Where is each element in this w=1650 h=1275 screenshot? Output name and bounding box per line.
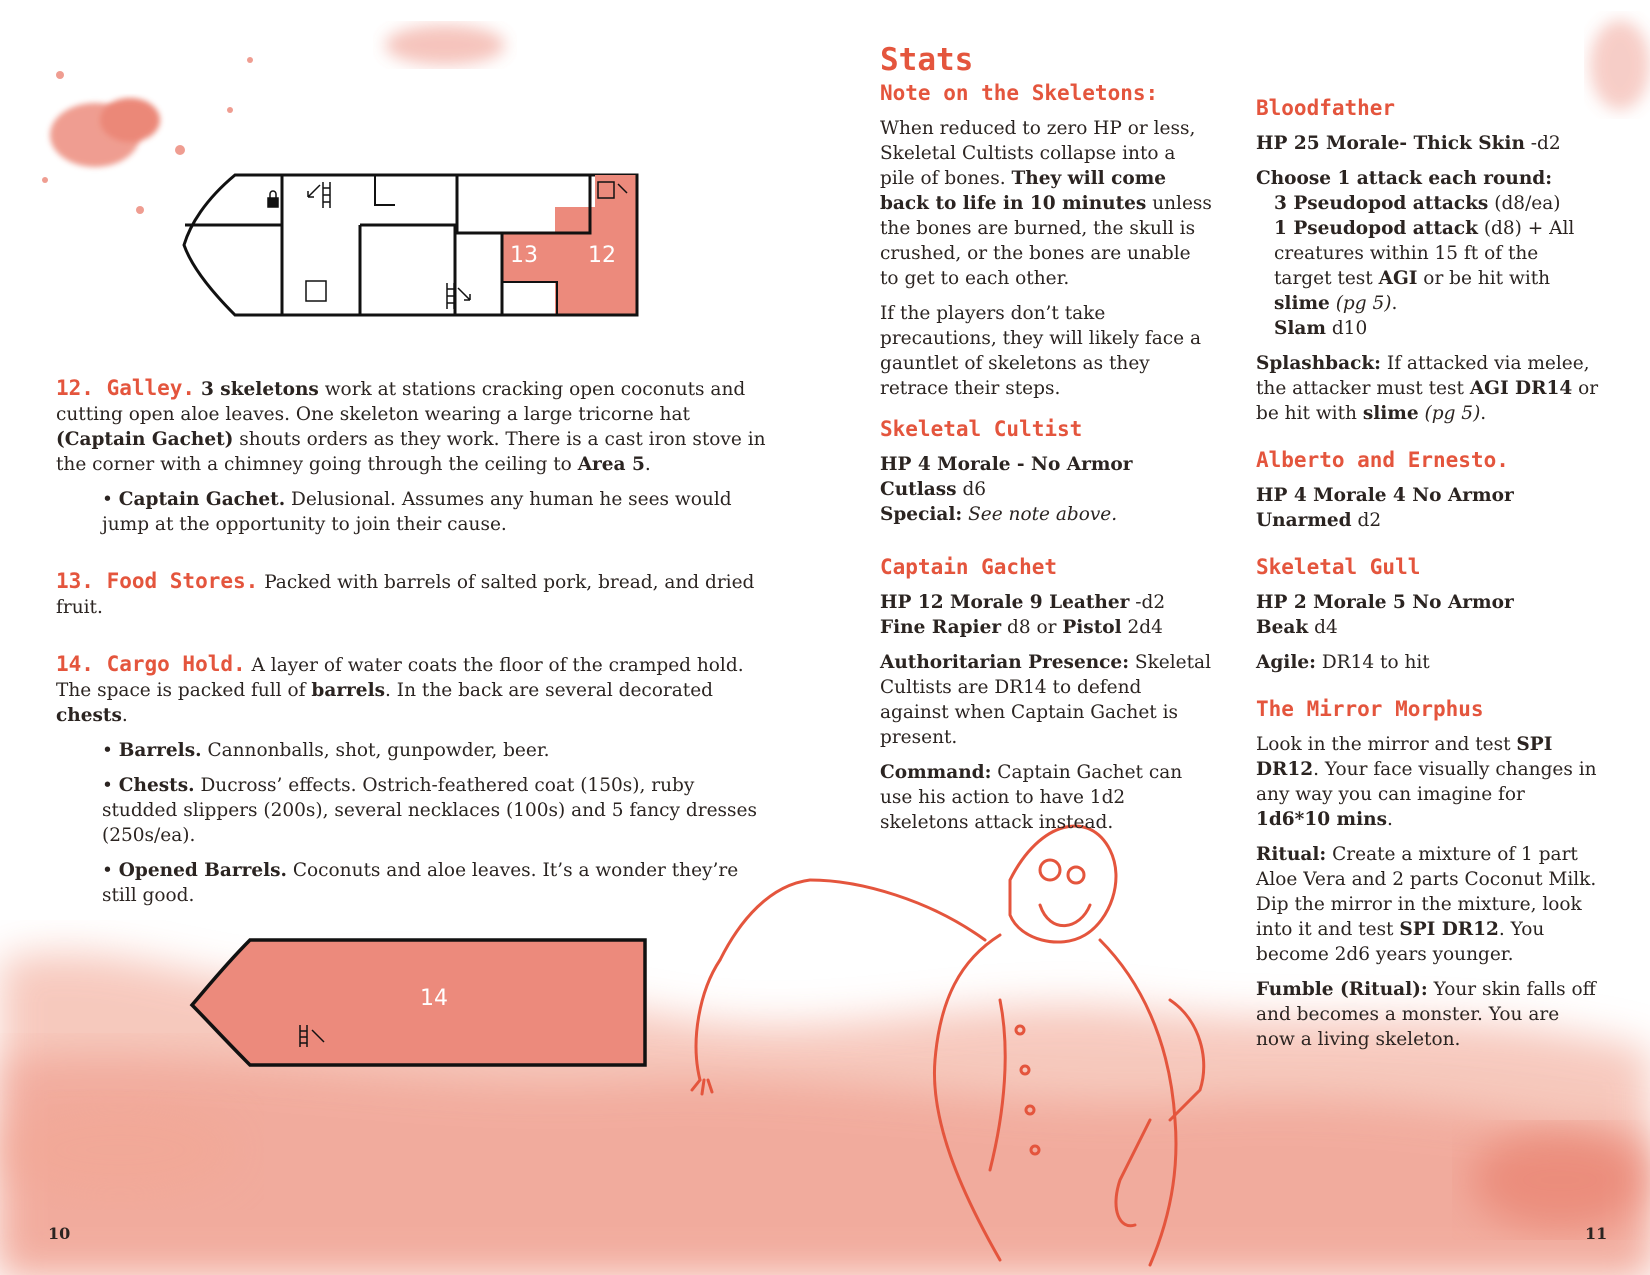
captain-gachet-heading: Captain Gachet [880,555,1058,579]
alberto-ernesto-stats: HP 4 Morale 4 No Armor Unarmed d2 [1256,485,1514,531]
area-14-heading: 14. Cargo Hold. [56,652,246,676]
bullet-captain-gachet: • Captain Gachet. Delusional. Assumes any human he sees would jump at the opportunity to join their cause. [102,489,732,535]
alberto-ernesto-heading: Alberto and Ernesto. [1256,448,1509,472]
authoritarian-presence: Authoritarian Presence: Skeletal Cultists are DR14 to defend against when Captain Gachet is present. [880,652,1211,748]
room-12-upper [595,175,637,215]
bullet-opened-barrels: • Opened Barrels. Coconuts and aloe leaves. It’s a wonder they’re still good. [102,860,739,906]
skeletal-gull-heading: Skeletal Gull [1256,555,1421,579]
room-label-12: 12 [588,243,616,268]
note-paragraph-1: When reduced to zero HP or less, Skeletal Cultists collapse into a pile of bones. They will come back to life in 10 minutes unless the bones are burned, the skull is crushed, or the bones are unable to get to each other. [880,118,1212,289]
bullet-barrels: • Barrels. Cannonballs, shot, gunpowder, beer. [102,740,550,761]
stats-title: Stats [880,42,974,78]
left-column [56,376,766,918]
lower-deck-map [192,940,645,1065]
bloodfather-attacks: Choose 1 attack each round: 3 Pseudopod attacks (d8/ea) 1 Pseudopod attack (d8) + All creatures within 15 ft of the target test AGI or be hit with slime (pg 5). Slam d10 [1256,168,1575,339]
page-number-left: 10 [48,1224,71,1243]
note-paragraph-2: If the players don’t take precautions, they will likely face a gauntlet of skeletons as they retrace their steps. [880,303,1202,399]
area-14: 14. Cargo Hold. A layer of water coats the floor of the cramped hold. The space is packed full of barrels. In the back are several decorated chests. [56,652,744,726]
middle-column [880,42,1215,845]
area-13-heading: 13. Food Stores. [56,569,259,593]
mirror-morphus-text: Look in the mirror and test SPI DR12. Your face visually changes in any way you can imagine for 1d6*10 mins. [1256,734,1597,830]
room-14 [192,940,645,1065]
splashback: Splashback: If attacked via melee, the attacker must test AGI DR14 or be hit with slime (pg 5). [1256,353,1599,424]
lock-icon [268,198,278,207]
room-label-13: 13 [510,243,538,268]
page-number-right: 11 [1585,1224,1608,1243]
bullet-chests: • Chests. Ducross’ effects. Ostrich-feathered coat (150s), ruby studded slippers (200s), several necklaces (100s) and 5 fancy dresses (250s/ea). [102,775,757,846]
bloodfather-hp: HP 25 Morale- Thick Skin -d2 [1256,133,1561,154]
mirror-ritual: Ritual: Create a mixture of 1 part Aloe Vera and 2 parts Coconut Milk. Dip the mirror in the mixture, look into it and test SPI DR12. You become 2d6 years younger. [1256,844,1597,965]
note-heading: Note on the Skeletons: [880,81,1159,105]
mirror-fumble: Fumble (Ritual): Your skin falls off and becomes a monster. You are now a living skeleton. [1256,979,1596,1050]
captain-gachet-stats: HP 12 Morale 9 Leather -d2 Fine Rapier d8 or Pistol 2d4 [880,592,1166,638]
skeletal-gull-stats: HP 2 Morale 5 No Armor Beak d4 [1256,592,1514,638]
area-12-heading: 12. Galley. [56,376,196,400]
skeletal-cultist-stats: HP 4 Morale - No Armor Cutlass d6 Special: See note above. [880,454,1133,525]
upper-deck-map [184,175,637,315]
area-12: 12. Galley. 3 skeletons work at stations cracking open coconuts and cutting open aloe leaves. One skeleton wearing a large tricorne hat (Captain Gachet) shouts orders as they work. There is a cast iron stove in the corner with a chimney going through the ceiling to Area 5. [56,376,766,475]
area-13: 13. Food Stores. Packed with barrels of salted pork, bread, and dried fruit. [56,569,755,618]
skeletal-gull-agile: Agile: DR14 to hit [1256,652,1430,673]
bloodfather-heading: Bloodfather [1256,96,1396,120]
room-label-14: 14 [420,986,448,1011]
skeletal-cultist-heading: Skeletal Cultist [880,417,1083,441]
command-ability: Command: Captain Gachet can use his action to have 1d2 skeletons attack instead. [880,762,1183,833]
mirror-morphus-heading: The Mirror Morphus [1256,697,1484,721]
right-column [1256,96,1601,1062]
